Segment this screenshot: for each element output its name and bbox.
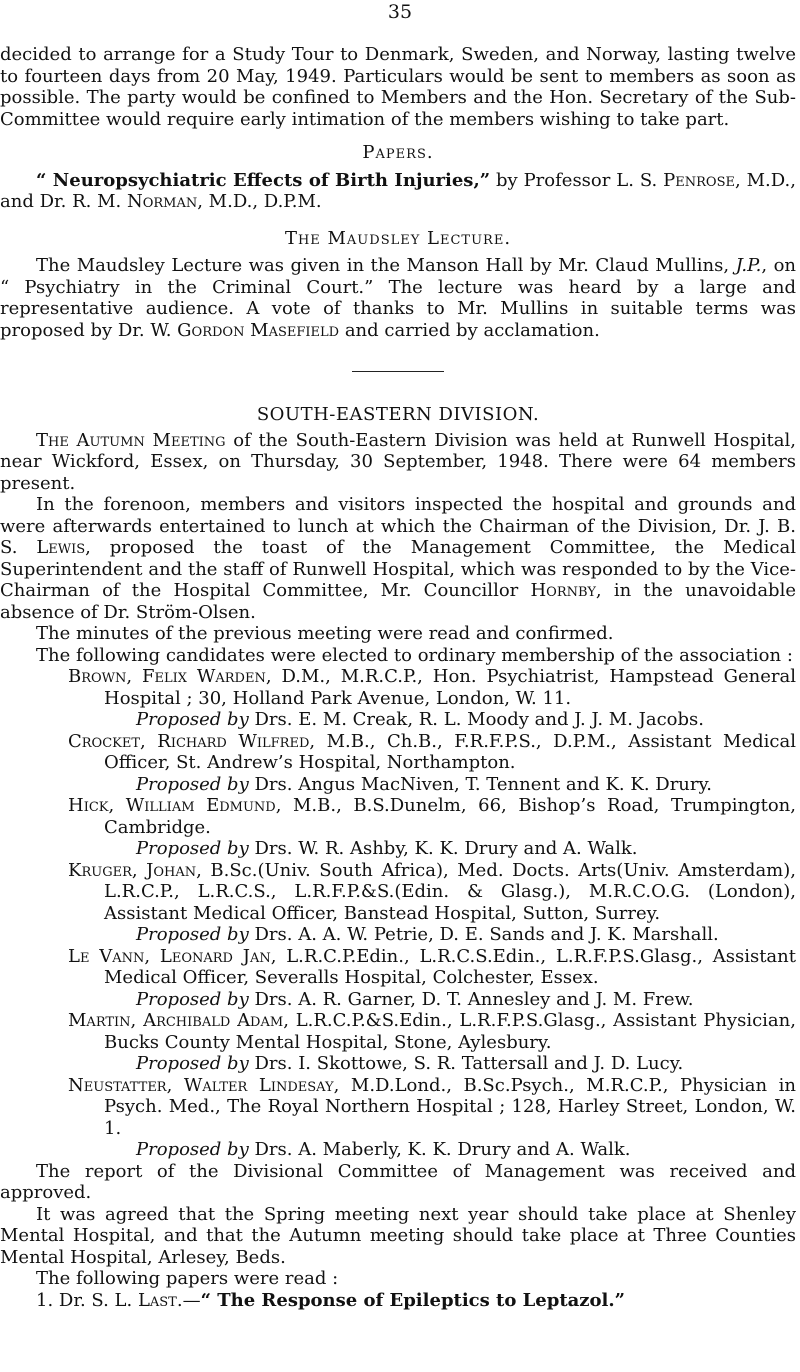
text-run: Neustatter, Walter Lindesay <box>68 1074 334 1096</box>
text-run: Crocket, Richard Wilfred <box>68 730 310 752</box>
intro-paragraph: decided to arrange for a Study Tour to Denmark, Sweden, and Norway, lasting twelve to fourteen days from 20 May, 1949. Particulars would be sent to members as soon as possible. The party would be confined to Members and the Hon. Secretary of the Sub-Committee would require early intimation of the members wishing to take part. <box>0 44 796 130</box>
candidate-entry <box>0 1075 796 1161</box>
text-run: Drs. A. A. W. Petrie, D. E. Sands and J. K. Marshall. <box>248 924 719 945</box>
text-run: Drs. W. R. Ashby, K. K. Drury and A. Walk. <box>248 838 638 859</box>
meetings-paragraph: It was agreed that the Spring meeting next year should take place at Shenley Mental Hospital, and that the Autumn meeting should take place at Three Counties Mental Hospital, Arlesey, Beds. <box>0 1203 796 1268</box>
text-run: Le Vann, Leonard Jan <box>68 945 271 967</box>
candidate-entry <box>0 731 796 796</box>
text-run: , proposed the toast of the Management Committee, the Medical Superintendent and the staff of Runwell Hospital, which was responded to by the Vice-Chairman of the Hospital Committee, Mr. Councillor <box>0 537 796 601</box>
text-run: The Autumn Meeting <box>36 429 226 451</box>
text-run: of the South-Eastern Division was held at Runwell Hospital, near Wickford, Essex, on Thursday, 30 September, 1948. There were 64 members present. <box>0 429 796 494</box>
minutes-paragraph: The minutes of the previous meeting were read and confirmed. <box>36 623 614 644</box>
text-run: by Professor L. S. <box>490 169 664 191</box>
candidate-details <box>0 1010 796 1053</box>
paper-title: “ Neuropsychiatric Effects of Birth Injuries,” <box>36 169 491 191</box>
text-run: Proposed by <box>136 1053 249 1074</box>
text-run: Hick, William Edmund <box>68 795 276 816</box>
candidate-details <box>0 795 796 838</box>
candidate-proposers <box>0 1053 796 1075</box>
text-run: Hornby <box>530 580 596 601</box>
text-run: In the forenoon, members and visitors inspected the hospital and grounds and were afterwards entertained to lunch at which the Chairman of the Division, Dr. J. B. S. <box>0 494 796 558</box>
text-run: , M.B., Ch.B., F.R.F.P.S., D.P.M., Assistant Medical Officer, St. Andrew’s Hospital, Northampton. <box>104 730 796 773</box>
candidate-details <box>0 1075 796 1140</box>
candidates-intro: The following candidates were elected to ordinary membership of the association : <box>36 644 793 666</box>
paper-item-title: “ The Response of Epileptics to Leptazol.” <box>200 1289 625 1311</box>
candidate-proposers <box>0 838 796 860</box>
page-body <box>0 44 796 1311</box>
text-run: Brown, Felix Warden <box>68 666 266 687</box>
text-run: , L.R.C.P.&S.Edin., L.R.F.P.S.Glasg., Assistant Physician, Bucks County Mental Hospital, Stone, Aylesbury. <box>104 1010 796 1053</box>
text-run: , M.D.Lond., B.Sc.Psych., M.R.C.P., Physician in Psych. Med., The Royal Northern Hospital ; 128, Harley Street, London, W. 1. <box>104 1074 796 1139</box>
candidate-details <box>0 731 796 774</box>
text-run: Drs. Angus MacNiven, T. Tennent and K. K. Drury. <box>248 773 712 795</box>
candidate-proposers <box>0 709 796 731</box>
text-run: Kruger, Johan <box>68 859 197 881</box>
text-run: Lewis <box>36 537 86 558</box>
text-run: Last <box>137 1289 177 1311</box>
page-number: 35 <box>387 1 413 23</box>
author-penrose: Penrose <box>663 169 735 191</box>
text-run: .— <box>176 1289 201 1311</box>
candidate-entry <box>0 946 796 1011</box>
author-norman: Norman <box>126 191 198 212</box>
candidate-proposers <box>0 774 796 796</box>
papers-read-paragraph: The following papers were read : <box>36 1268 339 1289</box>
division-heading: SOUTH-EASTERN DIVISION. <box>256 404 540 425</box>
text-run: , M.D., and Dr. R. M. <box>0 169 796 212</box>
text-run: and carried by acclamation. <box>339 319 600 341</box>
paper-item <box>0 1290 796 1312</box>
candidate-entry <box>0 666 796 731</box>
text-run: Drs. A. Maberly, K. K. Drury and A. Walk. <box>248 1139 631 1160</box>
text-run: , L.R.C.P.Edin., L.R.C.S.Edin., L.R.F.P.S.Glasg., Assistant Medical Officer, Severalls Hospital, Colchester, Essex. <box>104 945 796 988</box>
candidate-entry <box>0 860 796 946</box>
text-run: Proposed by <box>136 838 249 859</box>
candidate-proposers <box>0 924 796 946</box>
text-run: Proposed by <box>136 924 249 945</box>
autumn-meeting-paragraph <box>0 430 796 495</box>
candidate-entry <box>0 1010 796 1075</box>
forenoon-paragraph <box>0 494 796 623</box>
text-run: , M.B., B.S.Dunelm, 66, Bishop’s Road, Trumpington, Cambridge. <box>104 795 796 838</box>
candidate-details <box>0 666 796 709</box>
text-run: , D.M., M.R.C.P., Hon. Psychiatrist, Hampstead General Hospital ; 30, Holland Park Avenue, London, W. 11. <box>104 666 796 709</box>
candidate-list <box>0 666 796 1161</box>
text-run: Drs. A. R. Garner, D. T. Annesley and J. M. Frew. <box>248 988 694 1010</box>
candidate-proposers <box>0 1139 796 1161</box>
text-run: Proposed by <box>136 709 249 730</box>
text-run: Proposed by <box>136 988 249 1010</box>
text-run: Drs. E. M. Creak, R. L. Moody and J. J. M. Jacobs. <box>248 709 704 730</box>
text-run: , on “ Psychiatry in the Criminal Court.” The lecture was heard by a large and representative audience. A vote of thanks to Mr. Mullins in suitable terms was proposed by Dr. W. <box>0 255 796 341</box>
candidate-proposers <box>0 989 796 1011</box>
text-run: Drs. I. Skottowe, S. R. Tattersall and J. D. Lucy. <box>248 1053 684 1074</box>
text-run: Proposed by <box>136 773 249 795</box>
text-run: , B.Sc.(Univ. South Africa), Med. Docts. Arts(Univ. Amsterdam), L.R.C.P., L.R.C.S., L.R.F.P.&S.(Edin. & Glasg.), M.R.C.O.G. (London), Assistant Medical Officer, Banstead Hospital, Sutton, Surrey. <box>104 859 796 924</box>
text-run: , M.D., D.P.M. <box>197 191 322 212</box>
text-run: , in the unavoidable absence of Dr. Ström-Olsen. <box>0 580 796 623</box>
maudsley-paragraph <box>0 255 796 341</box>
text-run: J.P. <box>735 255 762 276</box>
papers-paragraph <box>0 170 796 213</box>
text-run: The Maudsley Lecture was given in the Manson Hall by Mr. Claud Mullins, <box>36 255 736 276</box>
candidate-details <box>0 860 796 925</box>
candidate-entry <box>0 795 796 860</box>
papers-heading: Papers. <box>362 142 434 163</box>
maudsley-heading: The Maudsley Lecture. <box>284 227 512 249</box>
text-run: 1. Dr. S. L. <box>36 1289 138 1311</box>
candidate-details <box>0 946 796 989</box>
text-run: Martin, Archibald Adam <box>68 1010 284 1031</box>
proposer-masefield: Gordon Masefield <box>177 319 340 341</box>
text-run: Proposed by <box>136 1139 249 1160</box>
report-paragraph: The report of the Divisional Committee of Management was received and approved. <box>0 1160 796 1203</box>
